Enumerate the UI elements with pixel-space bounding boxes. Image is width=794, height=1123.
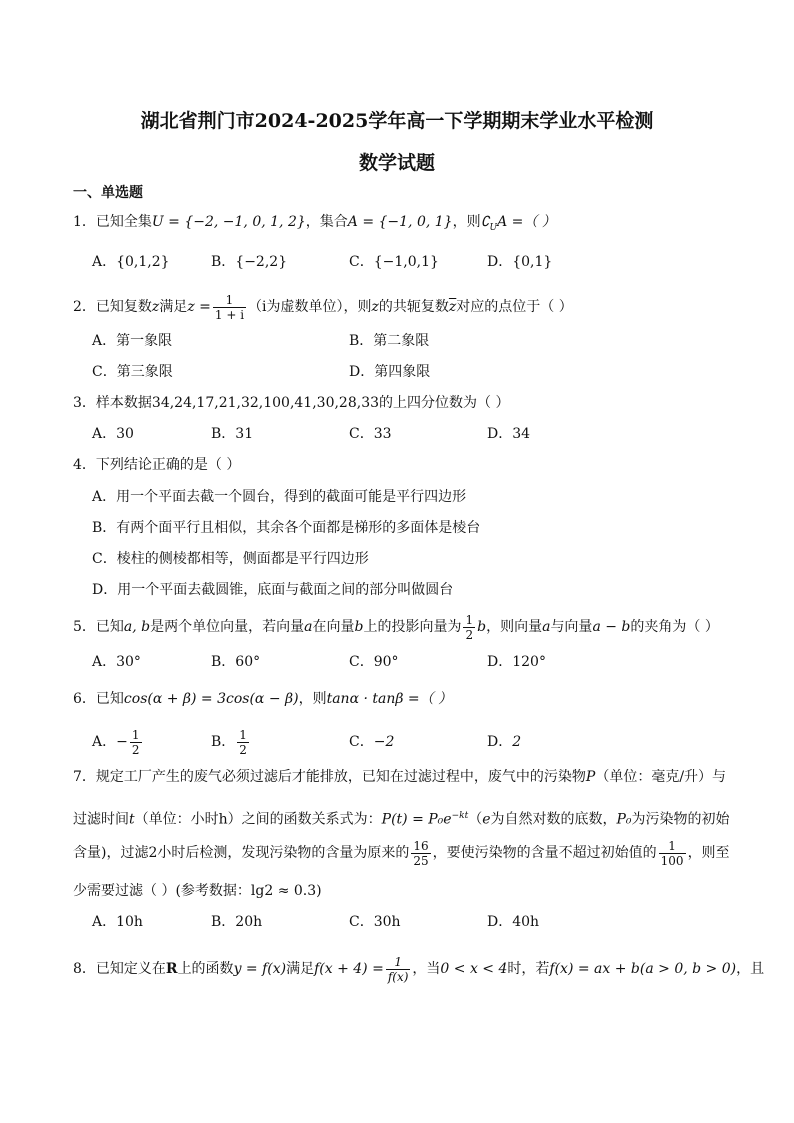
question-7-line-2: 过滤时间t（单位：小时h）之间的函数关系式为：$P(t) = P_0e^{-kt}(e$为自然对数的底数，P₀为污染物的初始: [73, 811, 730, 828]
option-d: D．第四象限: [349, 364, 431, 380]
question-2-options-row1: [92, 331, 742, 351]
option-b: B．有两个面平行且相似，其余各个面都是梯形的多面体是棱台: [92, 520, 481, 536]
option-a: A．30: [92, 426, 134, 442]
option-d: D．34: [487, 426, 531, 442]
fraction: $\frac{1}{2}$: [465, 612, 474, 642]
option-c: C．第三象限: [92, 364, 173, 380]
fraction: $\frac{1}{100}$: [660, 838, 684, 868]
fraction: $\frac{1}{2}$: [131, 727, 140, 757]
question-2-options-row2: [92, 362, 742, 382]
option-a: A．10h: [92, 914, 143, 930]
question-7-line-4: 少需要过滤（ ）(参考数据：lg2 ≈ 0.3): [73, 883, 322, 899]
question-7-line-3: 含量)，过滤2小时后检测，发现污染物的含量为原来的 $\frac{16}{25}$ ，要使污染物的含量不超过初始值的 $\frac{1}{100}$ ，则至: [73, 838, 730, 868]
question-7-options: [92, 912, 742, 932]
option-d: D．用一个平面去截圆锥，底面与截面之间的部分叫做圆台: [92, 582, 454, 598]
question-4: 4．下列结论正确的是（ ）: [73, 457, 241, 473]
option-c: C．−2: [349, 734, 395, 750]
question-8: 8．已知定义在R上的函数y = f(x)满足f(x + 4) = $\frac{1}{f(x)}$ ，当0 < x < 4时，若f(x) = ax + b(a > 0, b > 0)，且: [73, 954, 765, 984]
section-heading: 一、单选题: [73, 185, 143, 201]
question-2: 2．已知复数z满足z = $\frac{1}{1 + i}$ （i为虚数单位），则z的共轭复数$\overline{z}$对应的点位于（ ）: [73, 292, 573, 322]
option-b: B． $\frac{1}{2}$: [211, 727, 247, 757]
question-6-options: [92, 725, 742, 759]
question-6: 6．已知cos(α + β) = 3cos(α − β)，则tanα · tanβ =（ ）: [73, 691, 453, 707]
option-d: D．2: [487, 734, 522, 750]
option-c: C．{−1,0,1}: [349, 254, 439, 270]
option-c: C．90°: [349, 654, 399, 670]
fraction: $\frac{1}{1 + i}$: [214, 292, 245, 322]
question-5: 5．已知a, b是两个单位向量，若向量a在向量b上的投影向量为 $\frac{1}{2}$ b，则向量a与向量a − b的夹角为（ ）: [73, 612, 719, 642]
option-d: D．120°: [487, 654, 546, 670]
option-a: A．{0,1,2}: [92, 254, 170, 270]
option-a: A．− $\frac{1}{2}$: [92, 727, 140, 757]
question-1: 1．已知全集U = {−2, −1, 0, 1, 2}，集合A = {−1, 0, 1}，则$∁_UA$ =（ ）: [73, 214, 556, 233]
option-c: C．棱柱的侧棱都相等，侧面都是平行四边形: [92, 551, 369, 567]
option-c: C．33: [349, 426, 392, 442]
option-a: A．用一个平面去截一个圆台，得到的截面可能是平行四边形: [92, 489, 467, 505]
option-d: D．{0,1}: [487, 254, 553, 270]
document-subtitle: 数学试题: [358, 152, 435, 174]
question-3: 3．样本数据34,24,17,21,32,100,41,30,28,33的上四分位数为（ ）: [73, 395, 510, 411]
fraction: $\frac{16}{25}$: [413, 838, 429, 868]
option-b: B．20h: [211, 914, 263, 930]
question-1-options: [92, 252, 742, 272]
option-d: D．40h: [487, 914, 540, 930]
option-c: C．30h: [349, 914, 401, 930]
question-7-line-1: 7．规定工厂产生的废气必须过滤后才能排放，已知在过滤过程中，废气中的污染物P（单位：毫克/升）与: [73, 769, 727, 785]
option-b: B．60°: [211, 654, 261, 670]
option-b: B．第二象限: [349, 333, 430, 349]
option-a: A．30°: [92, 654, 141, 670]
option-b: B．31: [211, 426, 254, 442]
question-5-options: [92, 652, 742, 672]
document-title: 湖北省荆门市2024-2025学年高一下学期期末学业水平检测: [140, 110, 654, 132]
question-3-options: [92, 424, 742, 444]
fraction: $\frac{1}{2}$: [239, 727, 247, 757]
option-b: B．{−2,2}: [211, 254, 288, 270]
fraction: $\frac{1}{f(x)}$: [387, 954, 409, 984]
option-a: A．第一象限: [92, 333, 173, 349]
